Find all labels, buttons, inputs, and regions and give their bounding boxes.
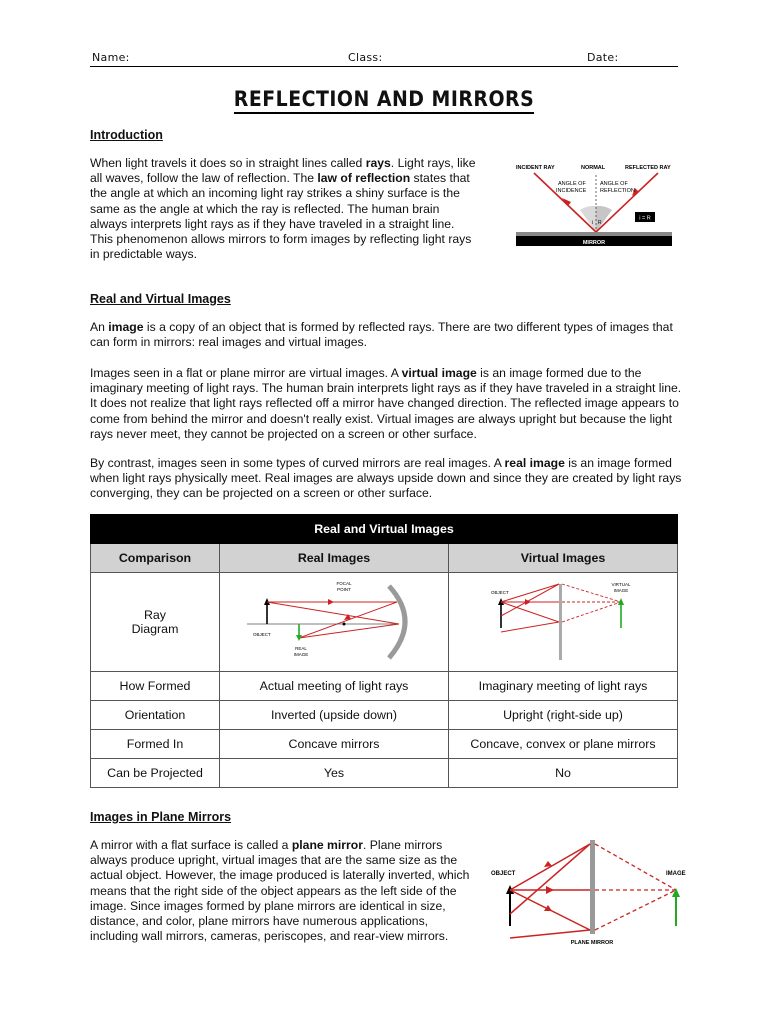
ray-arrowhead-2 [546, 886, 554, 894]
object-label: OBJECT [491, 589, 509, 595]
object-label: OBJECT [253, 631, 271, 637]
ray-reflected [299, 624, 399, 638]
plane-mirror-diagram [486, 838, 696, 950]
i-symbol: i [592, 220, 594, 226]
real-image-diagram-cell [220, 573, 449, 672]
reflected-ray-3 [510, 930, 590, 938]
reflected-ray-1 [510, 844, 590, 914]
law-of-reflection-diagram [508, 158, 680, 250]
table-header-row [91, 544, 678, 573]
virtual-extension-3 [562, 602, 621, 622]
image-arrowhead [672, 888, 680, 897]
real-image-label-2: IMAGE [293, 651, 309, 657]
table-row-can-be-projected: Can be Projected Yes No [91, 759, 678, 788]
concave-mirror [389, 586, 405, 658]
virtual-image-paragraph: Images seen in a flat or plane mirror are virtual images. A virtual image is an image formed due to the imaginary meeting of light rays. The human brain interprets light rays as if they have traveled in a straight line. It does not realize that light rays reflected off a mirror have changed direction. The reflected image appears to come from behind the mirror and doesn't really exist. Virtual images are always upright but because the light rays never meet, they cannot be projected on a screen or other surface. [90, 366, 682, 441]
virtual-image-arrowhead [618, 598, 624, 605]
angle-of-reflection-label-1: ANGLE OF [600, 181, 628, 187]
real-image-label-1: REAL [295, 645, 307, 651]
image-label: IMAGE [666, 871, 686, 877]
page-title: REFLECTION AND MIRRORS [0, 87, 768, 111]
ray-through-focus [299, 602, 397, 638]
ray-3 [501, 602, 559, 622]
reflected-ray-3 [501, 622, 559, 632]
reflected-ray-label: REFLECTED RAY [625, 165, 671, 171]
header-comparison: Comparison [91, 544, 220, 573]
virtual-image-diagram-cell [449, 573, 678, 672]
ray-to-vertex [267, 602, 399, 624]
ray-arrowhead-1 [544, 861, 552, 867]
incident-ray-label: INCIDENT RAY [516, 165, 555, 171]
class-label: Class: [348, 51, 383, 64]
real-virtual-heading: Real and Virtual Images [90, 292, 231, 306]
reflected-ray-1 [501, 584, 559, 616]
table-row-formed-in: Formed In Concave mirrors Concave, convex or plane mirrors [91, 730, 678, 759]
ray-1 [501, 584, 559, 602]
plane-mirror [559, 584, 562, 660]
focal-point-label-1: FOCAL [336, 580, 352, 586]
virtual-extension-3 [595, 890, 676, 930]
equation-label: i = R [639, 215, 651, 222]
worksheet-header [90, 50, 678, 67]
object-label: OBJECT [491, 871, 516, 877]
table-row-how-formed: How Formed Actual meeting of light rays Imaginary meeting of light rays [91, 672, 678, 701]
normal-label: NORMAL [581, 165, 606, 171]
table-row-ray-diagram [91, 573, 678, 672]
mirror-surface [516, 232, 672, 236]
plane-mirror-label: PLANE MIRROR [570, 940, 614, 946]
real-virtual-comparison-table [90, 514, 678, 788]
r-symbol: R [598, 220, 602, 226]
ray-arrowhead-1 [328, 599, 334, 605]
introduction-heading: Introduction [90, 128, 163, 142]
real-image-ray-diagram [239, 576, 429, 666]
table-caption: Real and Virtual Images [91, 515, 678, 544]
plane-mirrors-paragraph: A mirror with a flat surface is called a plane mirror. Plane mirrors always produce upright, virtual images that are the same size as the actual object. However, the image produced is laterally inverted, which means that the right side of the object appears as the left side of the image. Since images formed by plane mirrors are identical in size, distance, and color, plane mirrors have numerous applications, including wall mirrors, cameras, periscopes, and rear-view mirrors. [90, 838, 470, 944]
angle-of-reflection-label-2: REFLECTION [600, 188, 635, 194]
image-definition-paragraph: An image is a copy of an object that is formed by reflected rays. There are two different types of images that can form in mirrors: real images and virtual images. [90, 320, 673, 350]
mirror-label: MIRROR [582, 240, 606, 246]
real-image-paragraph: By contrast, images seen in some types of curved mirrors are real images. A real image is an image formed when light rays physically meet. Real images are always upside down and since they are created by light rays converging, they can be projected on a screen or other surface. [90, 456, 682, 501]
angle-of-incidence-label-1: ANGLE OF [558, 181, 586, 187]
focal-point-label-2: POINT [337, 586, 351, 592]
focal-point-dot [343, 622, 346, 625]
virtual-image-label-1: VIRTUAL [611, 581, 631, 587]
introduction-paragraph: When light travels it does so in straight lines called rays. Light rays, like all waves, follow the law of reflection. The law of reflection states that the angle at which an incoming light ray strikes a shiny surface is the same as the angle at which the ray is reflected. The human brain always interprets light rays as if they have traveled in a straight line. This phenomenon allows mirrors to form images by reflecting light rays in predictable ways. [90, 156, 476, 262]
name-label: Name: [92, 51, 130, 64]
header-virtual-images: Virtual Images [449, 544, 678, 573]
angle-of-incidence-label-2: INCIDENCE [556, 188, 587, 194]
plane-mirror [590, 840, 595, 934]
date-label: Date: [587, 51, 619, 64]
ray-diagram-label: Ray Diagram [91, 573, 220, 672]
plane-mirrors-heading: Images in Plane Mirrors [90, 810, 232, 824]
virtual-image-label-2: IMAGE [613, 587, 629, 593]
header-real-images: Real Images [220, 544, 449, 573]
virtual-image-ray-diagram [483, 576, 643, 666]
virtual-extension-1 [595, 844, 676, 890]
ray-1 [510, 844, 590, 890]
table-row-orientation: Orientation Inverted (upside down) Upright (right-side up) [91, 701, 678, 730]
